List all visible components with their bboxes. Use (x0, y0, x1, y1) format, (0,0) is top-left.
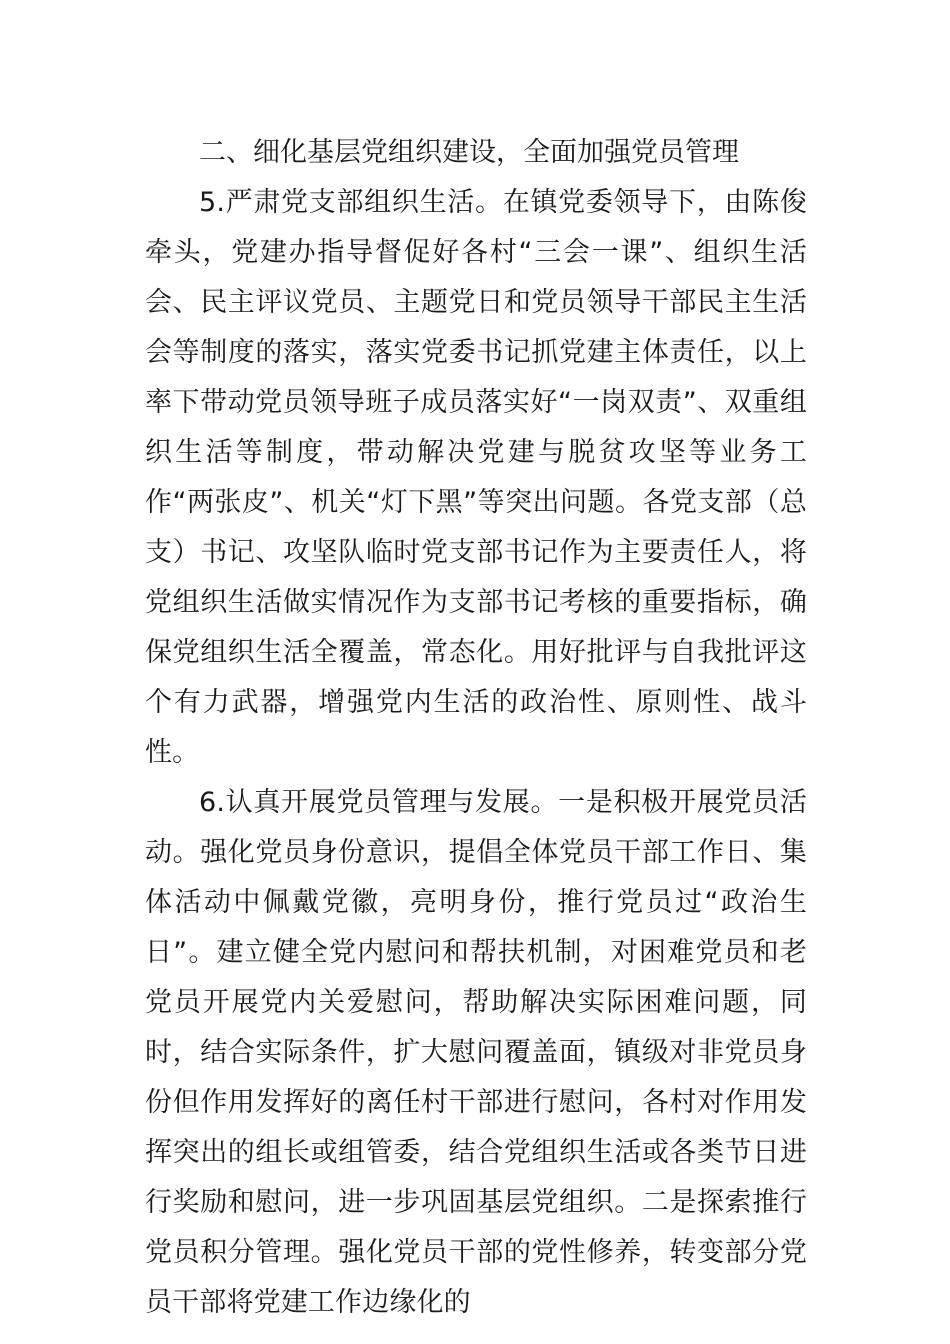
section-heading: 二、细化基层党组织建设，全面加强党员管理 (199, 137, 739, 168)
document-body (145, 128, 807, 1328)
paragraph-5: 5.严肃党支部组织生活。在镇党委领导下，由陈俊牵头，党建办指导督促好各村“三会一课”、组织生活会、民主评议党员、主题党日和党员领导干部民主生活会等制度的落实，落实党委书记抓党建主体责任，以上率下带动党员领导班子成员落实好“一岗双责”、双重组织生活等制度，带动解决党建与脱贫攻坚等业务工作“两张皮”、机关“灯下黑”等突出问题。各党支部（总支）书记、攻坚队临时党支部书记作为主要责任人，将党组织生活做实情况作为支部书记考核的重要指标，确保党组织生活全覆盖，常态化。用好批评与自我批评这个有力武器，增强党内生活的政治性、原则性、战斗性。 (145, 187, 807, 768)
paragraph-6: 6.认真开展党员管理与发展。一是积极开展党员活动。强化党员身份意识，提倡全体党员干部工作日、集体活动中佩戴党徽，亮明身份，推行党员过“政治生日”。建立健全党内慰问和帮扶机制，对困难党员和老党员开展党内关爱慰问，帮助解决实际困难问题，同时，结合实际条件，扩大慰问覆盖面，镇级对非党员身份但作用发挥好的离任村干部进行慰问，各村对作用发挥突出的组长或组管委，结合党组织生活或各类节日进行奖励和慰问，进一步巩固基层党组织。二是探索推行党员积分管理。强化党员干部的党性修养，转变部分党员干部将党建工作边缘化的 (145, 787, 807, 1318)
